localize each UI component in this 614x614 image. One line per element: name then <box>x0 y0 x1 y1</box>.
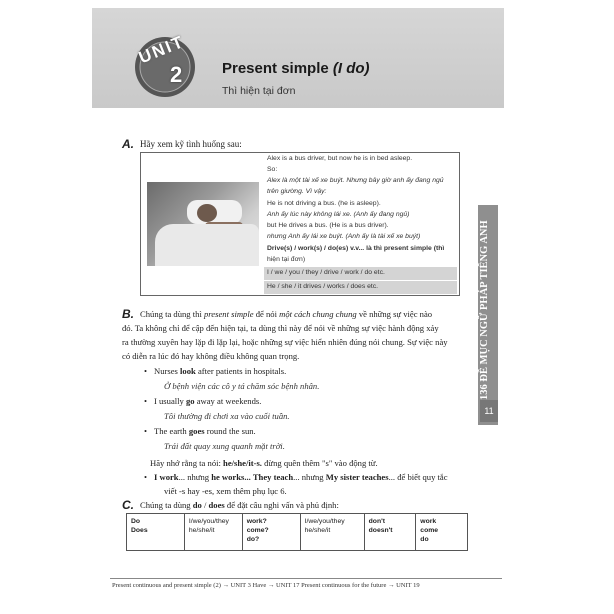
a-line-11: I / we / you / they / drive / work / do etc. <box>267 269 385 276</box>
section-c-label: C. <box>122 498 134 512</box>
a-line-3: Alex là một tài xế xe buýt. Nhưng bây giờ anh ấy đang ngủ <box>267 177 444 184</box>
a-line-5: He is not driving a bus. (he is asleep). <box>267 200 381 207</box>
sleeping-man-photo <box>147 182 259 266</box>
table-cell: Do Does <box>127 514 185 551</box>
a-line-2: So: <box>267 166 278 173</box>
section-a-intro: Hãy xem kỹ tình huống sau: <box>140 139 242 149</box>
b-example-4: • I work... nhưng he works... They teach... nhưng My sister teaches... để biết quy tắc <box>154 472 448 482</box>
table-cell: I/we/you/they he/she/it <box>300 514 364 551</box>
b-para-2: đó. Ta không chỉ để cập đến hiện tại, ta dùng thì này để nói về những sự việc hành động xảy <box>122 323 439 333</box>
b-para-4: có diễn ra lúc đó hay không điều không quan trọng. <box>122 351 300 361</box>
table-cell: I/we/you/they he/she/it <box>184 514 242 551</box>
footer-crossrefs: Present continuous and present simple (2) → UNIT 3 Have → UNIT 17 Present continuous for the future → UNIT 19 <box>112 582 420 589</box>
unit-word: UNIT <box>135 31 188 68</box>
side-tab-text: 136 ĐỀ MỤC NGỮ PHÁP TIẾNG ANH <box>479 220 490 400</box>
b-example-1: • Nurses look after patients in hospitals. <box>154 366 286 376</box>
title-italic: (I do) <box>332 60 370 77</box>
table-row <box>127 514 468 551</box>
table-cell: work? come? do? <box>242 514 300 551</box>
a-line-4: trên giường. Vì vậy: <box>267 188 327 195</box>
b-note: Hãy nhớ rằng ta nói: he/she/it-s. đừng quên thêm "s" vào động từ. <box>150 458 378 468</box>
b-translation-2: Tôi thường đi chơi xa vào cuối tuần. <box>164 411 290 421</box>
b-example-2: • I usually go away at weekends. <box>154 396 261 406</box>
a-line-6: Anh ấy lúc này không lái xe. (Anh ấy đang ngủ) <box>267 211 410 218</box>
section-a-label: A. <box>122 137 134 151</box>
title-text: Present simple <box>222 60 333 77</box>
b-translation-1: Ở bệnh viện các cô y tá chăm sóc bệnh nhân. <box>164 381 320 391</box>
b-example-4-cont: viết -s hay -es, xem thêm phụ lục 6. <box>164 486 287 496</box>
b-para-1: Chúng ta dùng thì present simple để nói một cách chung chung về những sự việc nào <box>140 309 433 319</box>
a-line-7: but He drives a bus. (He is a bus driver). <box>267 222 389 229</box>
a-line-1: Alex is a bus driver, but now he is in bed asleep. <box>267 155 413 162</box>
a-line-8: nhưng Anh ấy lái xe buýt. (Anh ấy là tài xế xe buýt) <box>267 233 421 240</box>
side-page-number: 11 <box>480 400 498 422</box>
a-line-12: He / she / it drives / works / does etc. <box>267 283 379 290</box>
table-cell: work come do <box>416 514 468 551</box>
unit-number: 2 <box>170 62 183 87</box>
page-subtitle: Thì hiện tại đơn <box>222 85 296 97</box>
c-intro: Chúng ta dùng do / does để đặt câu nghi vấn và phủ định: <box>140 500 339 510</box>
b-translation-3: Trái đất quay xung quanh mặt trời. <box>164 441 285 451</box>
do-does-table <box>126 513 468 551</box>
b-para-3: ra thường xuyên hay lặp đi lặp lại, hoặc những sự việc hiển nhiên đúng nói chung. Sự việc này <box>122 337 448 347</box>
a-line-10: hiện tại đơn) <box>267 256 306 263</box>
section-b-label: B. <box>122 307 134 321</box>
b-example-3: • The earth goes round the sun. <box>154 426 256 436</box>
table-cell: don't doesn't <box>364 514 416 551</box>
a-line-9: Drive(s) / work(s) / do(es) v.v... là thì present simple (thì <box>267 245 445 252</box>
page-title <box>222 60 370 77</box>
footer-divider <box>110 578 502 579</box>
